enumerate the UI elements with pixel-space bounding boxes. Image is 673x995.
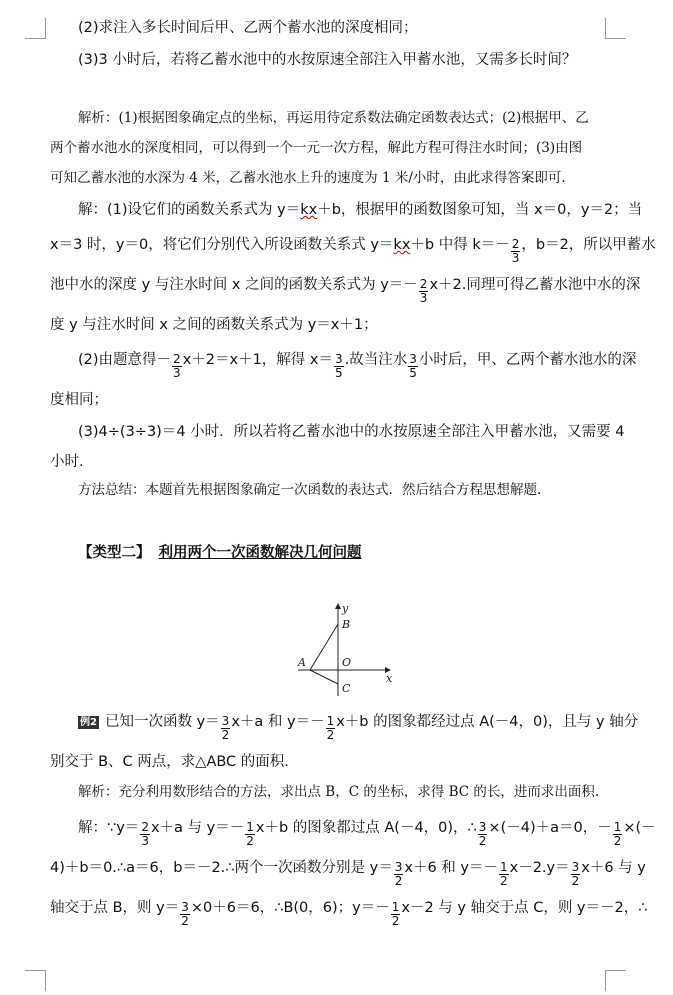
label-c: C — [342, 682, 351, 695]
numerator: 3 — [394, 859, 403, 874]
denominator: 2 — [326, 727, 335, 742]
denominator: 3 — [173, 365, 181, 380]
section-bracket: 【类型二】 — [78, 545, 151, 561]
text-line — [50, 747, 625, 777]
text-line — [50, 893, 648, 928]
numerator: 2 — [511, 236, 520, 251]
denominator: 2 — [478, 833, 487, 848]
text-line — [78, 777, 625, 807]
text-segment: 两个蓄水池水的深度相同，可以得到一个一元一次方程，解此方程可得注水时间；(3)由图 — [50, 140, 583, 156]
section-heading — [78, 541, 362, 562]
text-segment: ×(－ — [623, 820, 656, 836]
text-line — [78, 813, 656, 848]
fraction — [408, 353, 418, 380]
text-segment: x＝3 时，y＝0，将它们分别代入所设函数关系式 y＝ — [50, 237, 394, 253]
text-segment: 轴交于点 B，则 y＝ — [50, 900, 180, 916]
denominator: 2 — [394, 873, 403, 888]
numerator: 1 — [246, 819, 254, 834]
fraction — [394, 861, 404, 888]
text-line — [78, 103, 625, 133]
text-segment: ＋b 中得 k＝－ — [410, 237, 510, 253]
numerator: 2 — [419, 276, 428, 291]
text-segment: 度相同； — [50, 392, 108, 408]
numerator: 3 — [409, 351, 417, 366]
text-segment: 别交于 B、C 两点，求△ABC 的面积. — [50, 754, 289, 770]
denominator: 3 — [511, 250, 520, 265]
numerator: 2 — [173, 351, 181, 366]
numerator: 3 — [221, 713, 230, 728]
fraction — [613, 821, 623, 848]
text-segment: 可知乙蓄水池的水深为 4 米，乙蓄水池水上升的速度为 1 米/小时，由此求得答案即可. — [50, 170, 566, 186]
text-segment: x＋2.同理可得乙蓄水池中水的深 — [429, 277, 641, 293]
fraction — [499, 861, 509, 888]
denominator: 3 — [419, 290, 428, 305]
spellcheck-text: kx — [393, 237, 411, 253]
text-segment: (2)求注入多长时间后甲、乙两个蓄水池的深度相同； — [78, 20, 418, 36]
text-segment: 解析：(1)根据图象确定点的坐标，再运用待定系数法确定函数表达式；(2)根据甲、乙 — [78, 110, 589, 126]
segment-ab — [310, 624, 338, 670]
text-line — [78, 417, 625, 447]
text-segment: x＋b 的图象都过点 A(－4，0)，∴ — [255, 820, 477, 836]
text-segment: ×0＋6＝6，∴B(0，6)；y＝－ — [190, 900, 390, 916]
fraction — [326, 715, 336, 742]
fraction — [571, 861, 581, 888]
denominator: 2 — [246, 833, 254, 848]
text-segment: 解：∵y＝ — [78, 820, 140, 836]
text-segment: x＋b 的图象都经过点 A(－4，0)，且与 y 轴分 — [336, 714, 639, 730]
denominator: 3 — [141, 833, 149, 848]
corner-mark-bottom-right — [605, 970, 626, 991]
fraction — [221, 715, 231, 742]
spellcheck-text: kx — [300, 202, 318, 218]
denominator: 2 — [221, 727, 230, 742]
text-line — [50, 163, 625, 193]
label-y: y — [342, 602, 349, 615]
text-line — [78, 345, 637, 380]
text-segment: 已知一次函数 y＝ — [104, 714, 220, 730]
numerator: 1 — [391, 899, 400, 914]
fraction — [391, 901, 401, 928]
text-segment: 池中水的深度 y 与注水时间 x 之间的函数关系式为 y＝－ — [50, 277, 418, 293]
text-line — [78, 707, 639, 742]
numerator: 3 — [181, 899, 189, 914]
text-segment: ＋b，根据甲的函数图象可知，当 x＝0，y＝2；当 — [317, 202, 643, 218]
numerator: 3 — [571, 859, 580, 874]
text-segment: 小时. — [50, 454, 84, 470]
text-segment: 小时后，甲、乙两个蓄水池水的深 — [418, 352, 637, 368]
section-title: 利用两个一次函数解决几何问题 — [158, 545, 362, 561]
label-a: A — [298, 656, 306, 669]
text-segment: ，b＝2，所以甲蓄水 — [521, 237, 656, 253]
text-segment: x＋2＝x＋1，解得 x＝ — [182, 352, 333, 368]
numerator: 3 — [478, 819, 487, 834]
numerator: 1 — [326, 713, 335, 728]
denominator: 2 — [499, 873, 508, 888]
text-segment: x－2.y＝ — [509, 860, 570, 876]
denominator: 2 — [613, 833, 622, 848]
text-line — [50, 310, 625, 340]
text-line — [50, 853, 646, 888]
label-b: B — [342, 618, 351, 631]
fraction — [180, 901, 190, 928]
text-segment: (3)3 小时后，若将乙蓄水池中的水按原速全部注入甲蓄水池，又需多长时间？ — [78, 52, 577, 68]
text-line — [78, 45, 625, 75]
numerator: 1 — [499, 859, 508, 874]
text-segment: 4)＋b＝0.∴a＝6，b＝－2.∴两个一次函数分别是 y＝ — [50, 860, 393, 876]
numerator: 1 — [613, 819, 622, 834]
label-x: x — [386, 672, 393, 685]
text-line — [78, 475, 625, 505]
text-segment: x＋a 与 y＝－ — [150, 820, 245, 836]
numerator: 3 — [335, 351, 343, 366]
denominator: 2 — [391, 913, 400, 928]
denominator: 5 — [335, 365, 343, 380]
text-line — [50, 230, 656, 265]
text-line — [50, 385, 625, 415]
text-segment: x－2 与 y 轴交于点 C，则 y＝－2，∴ — [401, 900, 648, 916]
text-segment: x＋6 和 y＝－ — [404, 860, 498, 876]
text-segment: (3)4÷(3÷3)＝4 小时．所以若将乙蓄水池中的水按原速全部注入甲蓄水池，又需要 4 — [78, 424, 625, 440]
text-line — [78, 13, 625, 43]
fraction — [140, 821, 150, 848]
text-segment: x＋a 和 y＝－ — [231, 714, 325, 730]
text-segment: (2)由题意得－ — [78, 352, 172, 368]
fraction — [478, 821, 488, 848]
corner-mark-bottom-left — [25, 970, 46, 991]
denominator: 2 — [181, 913, 189, 928]
fraction — [172, 353, 182, 380]
coordinate-figure — [290, 600, 400, 700]
text-line — [78, 195, 643, 225]
fraction — [419, 278, 429, 305]
text-line — [50, 133, 625, 163]
text-segment: 度 y 与注水时间 x 之间的函数关系式为 y＝x＋1； — [50, 317, 378, 333]
denominator: 5 — [409, 365, 417, 380]
text-segment: ×(－4)＋a＝0，－ — [488, 820, 612, 836]
corner-mark-top-left — [25, 18, 46, 39]
text-segment: 解：(1)设它们的函数关系式为 y＝ — [78, 202, 301, 218]
segment-ac — [310, 670, 338, 684]
text-segment: .故当注水 — [344, 352, 408, 368]
fraction — [511, 238, 521, 265]
text-line — [50, 447, 625, 477]
text-segment: x＋6 与 y — [581, 860, 646, 876]
example-badge: 例2 — [80, 716, 97, 728]
text-segment: 解析：充分利用数形结合的方法，求出点 B，C 的坐标，求得 BC 的长，进而求出面积. — [78, 784, 600, 800]
fraction — [334, 353, 344, 380]
label-o: O — [342, 656, 352, 669]
denominator: 2 — [571, 873, 580, 888]
text-segment: 方法总结：本题首先根据图象确定一次函数的表达式．然后结合方程思想解题. — [78, 482, 542, 498]
numerator: 2 — [141, 819, 149, 834]
fraction — [245, 821, 255, 848]
text-line — [50, 270, 641, 305]
